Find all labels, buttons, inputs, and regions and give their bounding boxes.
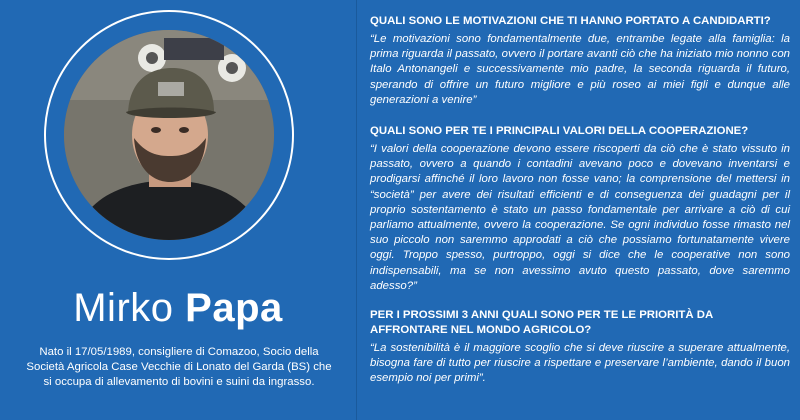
question-text: QUALI SONO PER TE I PRINCIPALI VALORI DELLA COOPERAZIONE? — [370, 125, 749, 138]
qa-block — [370, 14, 790, 108]
question-text: PER I PROSSIMI 3 ANNI QUALI SONO PER TE LE PRIORITÀ DA AFFRONTARE NEL MONDO AGRICOLO? — [370, 309, 713, 337]
person-name — [0, 286, 356, 330]
last-name: Papa — [185, 286, 283, 330]
column-divider — [356, 0, 357, 420]
first-name: Mirko — [73, 286, 174, 330]
profile-column — [0, 0, 356, 420]
person-bio: Nato il 17/05/1989, consigliere di Comazoo, Socio della Società Agricola Case Vecchie di Lonato del Garda (BS) che si occupa di allevamento di bovini e suini da ingrasso. — [26, 346, 332, 388]
interview-column — [370, 14, 790, 401]
answer-text: “Le motivazioni sono fondamentalmente due, entrambe legate alla famiglia: la prima riguarda il passato, ovvero il portare avanti ciò che ha iniziato mio nonno con Italo Antonangeli e successivamente mio padre, la seconda riguarda il futuro, sperando di offrire un futuro migliore e più roseo ai miei figli e dunque alle generazioni a venire” — [370, 33, 790, 106]
portrait-photo — [64, 30, 274, 240]
qa-block — [370, 124, 790, 294]
question-text: QUALI SONO LE MOTIVAZIONI CHE TI HANNO PORTATO A CANDIDARTI? — [370, 15, 771, 27]
portrait-illustration — [64, 30, 274, 240]
answer-text: “I valori della cooperazione devono essere riscoperti da ciò che è stato vissuto in passato, ovvero a quando i contadini avevano poco e dovevano inventarsi e prodigarsi affinché il loro lavoro non fosse vano; la comprensione del mettersi in “società” per avere dei risultati efficienti e di conseguenza dei guadagni per il proprio sostentamento è stato un passo fondamentale per arrivare a ciò di cui parliamo attualmente, ovvero la cooperazione. Se ogni individuo fosse rimasto nel suo piccolo non saremmo approdati a ciò che possiamo fortunatamente vivere oggi. Troppo spesso, purtroppo, oggi si dice che le cooperative non sono indispensabili, ma se non avessimo avuto questo passato, dove saremmo adesso?” — [370, 143, 790, 292]
qa-block — [370, 308, 790, 387]
answer-text: “La sostenibilità è il maggiore scoglio che si deve riuscire a superare attualmente, bisogna fare di tutto per riuscire a rispettare e preservare l’ambiente, dando il buon esempio noi per primi”. — [370, 342, 790, 385]
